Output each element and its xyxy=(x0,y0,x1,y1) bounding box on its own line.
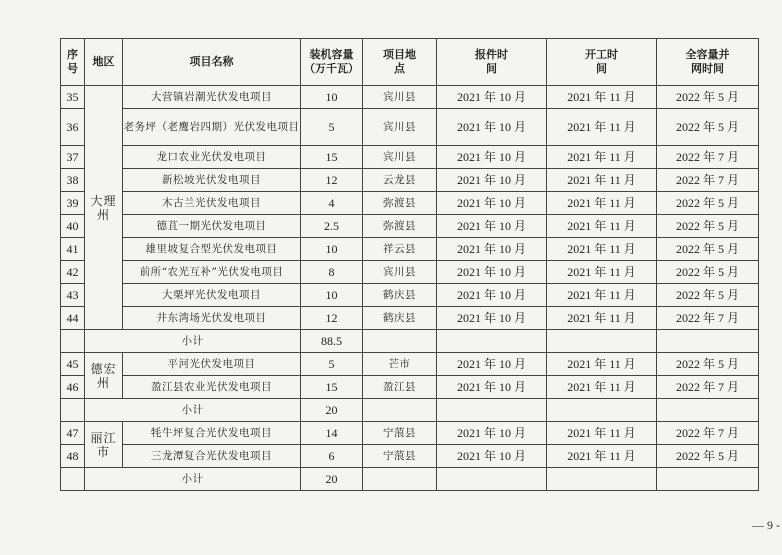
subtotal-empty xyxy=(363,330,437,353)
cell-grid-date: 2022 年 5 月 xyxy=(657,109,759,146)
cell-no: 40 xyxy=(61,215,85,238)
table-row xyxy=(61,445,759,468)
cell-grid-date: 2022 年 5 月 xyxy=(657,238,759,261)
cell-capacity: 12 xyxy=(301,169,363,192)
cell-no: 37 xyxy=(61,146,85,169)
cell-location: 云龙县 xyxy=(363,169,437,192)
cell-filing-date: 2021 年 10 月 xyxy=(437,169,547,192)
cell-grid-date: 2022 年 7 月 xyxy=(657,169,759,192)
cell-capacity: 10 xyxy=(301,284,363,307)
table-row xyxy=(61,376,759,399)
cell-capacity: 15 xyxy=(301,376,363,399)
cell-grid-date: 2022 年 7 月 xyxy=(657,422,759,445)
subtotal-blank xyxy=(61,330,85,353)
header-start: 开工时间 xyxy=(547,39,657,86)
cell-project-name: 老务坪（老鹰岩四期）光伏发电项目 xyxy=(123,109,301,146)
subtotal-blank xyxy=(61,399,85,422)
cell-capacity: 15 xyxy=(301,146,363,169)
cell-grid-date: 2022 年 5 月 xyxy=(657,261,759,284)
subtotal-empty xyxy=(657,399,759,422)
cell-no: 36 xyxy=(61,109,85,146)
cell-location: 宾川县 xyxy=(363,109,437,146)
cell-capacity: 4 xyxy=(301,192,363,215)
cell-no: 48 xyxy=(61,445,85,468)
cell-filing-date: 2021 年 10 月 xyxy=(437,261,547,284)
cell-filing-date: 2021 年 10 月 xyxy=(437,307,547,330)
header-region: 地区 xyxy=(85,39,123,86)
cell-no: 45 xyxy=(61,353,85,376)
cell-project-name: 木古兰光伏发电项目 xyxy=(123,192,301,215)
subtotal-row xyxy=(61,468,759,491)
subtotal-label: 小计 xyxy=(85,330,301,353)
cell-start-date: 2021 年 11 月 xyxy=(547,238,657,261)
table-row xyxy=(61,169,759,192)
cell-location: 弥渡县 xyxy=(363,215,437,238)
subtotal-label: 小计 xyxy=(85,399,301,422)
subtotal-blank xyxy=(61,468,85,491)
subtotal-empty xyxy=(547,468,657,491)
cell-location: 弥渡县 xyxy=(363,192,437,215)
cell-start-date: 2021 年 11 月 xyxy=(547,192,657,215)
cell-filing-date: 2021 年 10 月 xyxy=(437,215,547,238)
cell-grid-date: 2022 年 7 月 xyxy=(657,146,759,169)
cell-start-date: 2021 年 11 月 xyxy=(547,169,657,192)
cell-filing-date: 2021 年 10 月 xyxy=(437,238,547,261)
header-filing: 报件时间 xyxy=(437,39,547,86)
cell-capacity: 5 xyxy=(301,109,363,146)
subtotal-empty xyxy=(363,468,437,491)
subtotal-empty xyxy=(657,330,759,353)
cell-capacity: 14 xyxy=(301,422,363,445)
cell-no: 42 xyxy=(61,261,85,284)
cell-filing-date: 2021 年 10 月 xyxy=(437,146,547,169)
header-row xyxy=(61,39,759,86)
cell-location: 宁蒗县 xyxy=(363,422,437,445)
cell-capacity: 2.5 xyxy=(301,215,363,238)
cell-filing-date: 2021 年 10 月 xyxy=(437,109,547,146)
table-row xyxy=(61,284,759,307)
region-cell: 丽江市 xyxy=(85,422,123,468)
subtotal-empty xyxy=(363,399,437,422)
cell-grid-date: 2022 年 5 月 xyxy=(657,284,759,307)
cell-capacity: 10 xyxy=(301,238,363,261)
cell-start-date: 2021 年 11 月 xyxy=(547,284,657,307)
cell-location: 宾川县 xyxy=(363,86,437,109)
cell-no: 35 xyxy=(61,86,85,109)
table-row xyxy=(61,261,759,284)
cell-grid-date: 2022 年 7 月 xyxy=(657,307,759,330)
cell-capacity: 10 xyxy=(301,86,363,109)
table-row xyxy=(61,215,759,238)
table-row xyxy=(61,422,759,445)
cell-no: 41 xyxy=(61,238,85,261)
cell-start-date: 2021 年 11 月 xyxy=(547,261,657,284)
region-cell: 德宏州 xyxy=(85,353,123,399)
cell-project-name: 前所“农光互补”光伏发电项目 xyxy=(123,261,301,284)
cell-start-date: 2021 年 11 月 xyxy=(547,353,657,376)
subtotal-empty xyxy=(437,468,547,491)
cell-filing-date: 2021 年 10 月 xyxy=(437,86,547,109)
cell-start-date: 2021 年 11 月 xyxy=(547,376,657,399)
table-row xyxy=(61,353,759,376)
subtotal-label: 小计 xyxy=(85,468,301,491)
cell-project-name: 新松坡光伏发电项目 xyxy=(123,169,301,192)
cell-project-name: 盈江县农业光伏发电项目 xyxy=(123,376,301,399)
cell-capacity: 6 xyxy=(301,445,363,468)
cell-location: 鹤庆县 xyxy=(363,307,437,330)
subtotal-empty xyxy=(657,468,759,491)
cell-grid-date: 2022 年 5 月 xyxy=(657,215,759,238)
cell-location: 宾川县 xyxy=(363,146,437,169)
cell-filing-date: 2021 年 10 月 xyxy=(437,353,547,376)
project-table xyxy=(60,38,759,491)
cell-no: 44 xyxy=(61,307,85,330)
cell-project-name: 大栗坪光伏发电项目 xyxy=(123,284,301,307)
page-number: — 9 - xyxy=(752,518,780,532)
header-grid: 全容量并网时间 xyxy=(657,39,759,86)
subtotal-empty xyxy=(547,330,657,353)
header-no: 序号 xyxy=(61,39,85,86)
cell-filing-date: 2021 年 10 月 xyxy=(437,192,547,215)
subtotal-empty xyxy=(437,330,547,353)
cell-start-date: 2021 年 11 月 xyxy=(547,109,657,146)
cell-start-date: 2021 年 11 月 xyxy=(547,146,657,169)
cell-no: 38 xyxy=(61,169,85,192)
cell-grid-date: 2022 年 7 月 xyxy=(657,376,759,399)
cell-project-name: 雄里坡复合型光伏发电项目 xyxy=(123,238,301,261)
cell-filing-date: 2021 年 10 月 xyxy=(437,422,547,445)
cell-start-date: 2021 年 11 月 xyxy=(547,86,657,109)
subtotal-row xyxy=(61,330,759,353)
cell-location: 芒市 xyxy=(363,353,437,376)
subtotal-empty xyxy=(437,399,547,422)
cell-project-name: 三龙潭复合光伏发电项目 xyxy=(123,445,301,468)
cell-start-date: 2021 年 11 月 xyxy=(547,215,657,238)
table-row xyxy=(61,307,759,330)
cell-no: 47 xyxy=(61,422,85,445)
subtotal-row xyxy=(61,399,759,422)
cell-filing-date: 2021 年 10 月 xyxy=(437,376,547,399)
cell-grid-date: 2022 年 5 月 xyxy=(657,86,759,109)
cell-project-name: 德苴一期光伏发电项目 xyxy=(123,215,301,238)
cell-no: 46 xyxy=(61,376,85,399)
cell-filing-date: 2021 年 10 月 xyxy=(437,284,547,307)
cell-location: 鹤庆县 xyxy=(363,284,437,307)
cell-start-date: 2021 年 11 月 xyxy=(547,422,657,445)
cell-start-date: 2021 年 11 月 xyxy=(547,445,657,468)
cell-filing-date: 2021 年 10 月 xyxy=(437,445,547,468)
cell-capacity: 12 xyxy=(301,307,363,330)
cell-project-name: 井东湾场光伏发电项目 xyxy=(123,307,301,330)
cell-project-name: 牦牛坪复合光伏发电项目 xyxy=(123,422,301,445)
cell-project-name: 大营镇岩潮光伏发电项目 xyxy=(123,86,301,109)
region-cell: 大理州 xyxy=(85,86,123,330)
cell-capacity: 8 xyxy=(301,261,363,284)
header-name: 项目名称 xyxy=(123,39,301,86)
table-row xyxy=(61,238,759,261)
cell-capacity: 5 xyxy=(301,353,363,376)
cell-no: 43 xyxy=(61,284,85,307)
cell-location: 宾川县 xyxy=(363,261,437,284)
cell-project-name: 平河光伏发电项目 xyxy=(123,353,301,376)
cell-no: 39 xyxy=(61,192,85,215)
cell-location: 宁蒗县 xyxy=(363,445,437,468)
cell-location: 盈江县 xyxy=(363,376,437,399)
table-row xyxy=(61,146,759,169)
header-location: 项目地点 xyxy=(363,39,437,86)
subtotal-value: 88.5 xyxy=(301,330,363,353)
cell-grid-date: 2022 年 5 月 xyxy=(657,353,759,376)
subtotal-value: 20 xyxy=(301,468,363,491)
subtotal-value: 20 xyxy=(301,399,363,422)
cell-grid-date: 2022 年 5 月 xyxy=(657,192,759,215)
cell-grid-date: 2022 年 5 月 xyxy=(657,445,759,468)
table-row xyxy=(61,109,759,146)
cell-location: 祥云县 xyxy=(363,238,437,261)
subtotal-empty xyxy=(547,399,657,422)
table-row xyxy=(61,86,759,109)
cell-start-date: 2021 年 11 月 xyxy=(547,307,657,330)
cell-project-name: 龙口农业光伏发电项目 xyxy=(123,146,301,169)
header-capacity: 装机容量（万千瓦） xyxy=(301,39,363,86)
table-row xyxy=(61,192,759,215)
